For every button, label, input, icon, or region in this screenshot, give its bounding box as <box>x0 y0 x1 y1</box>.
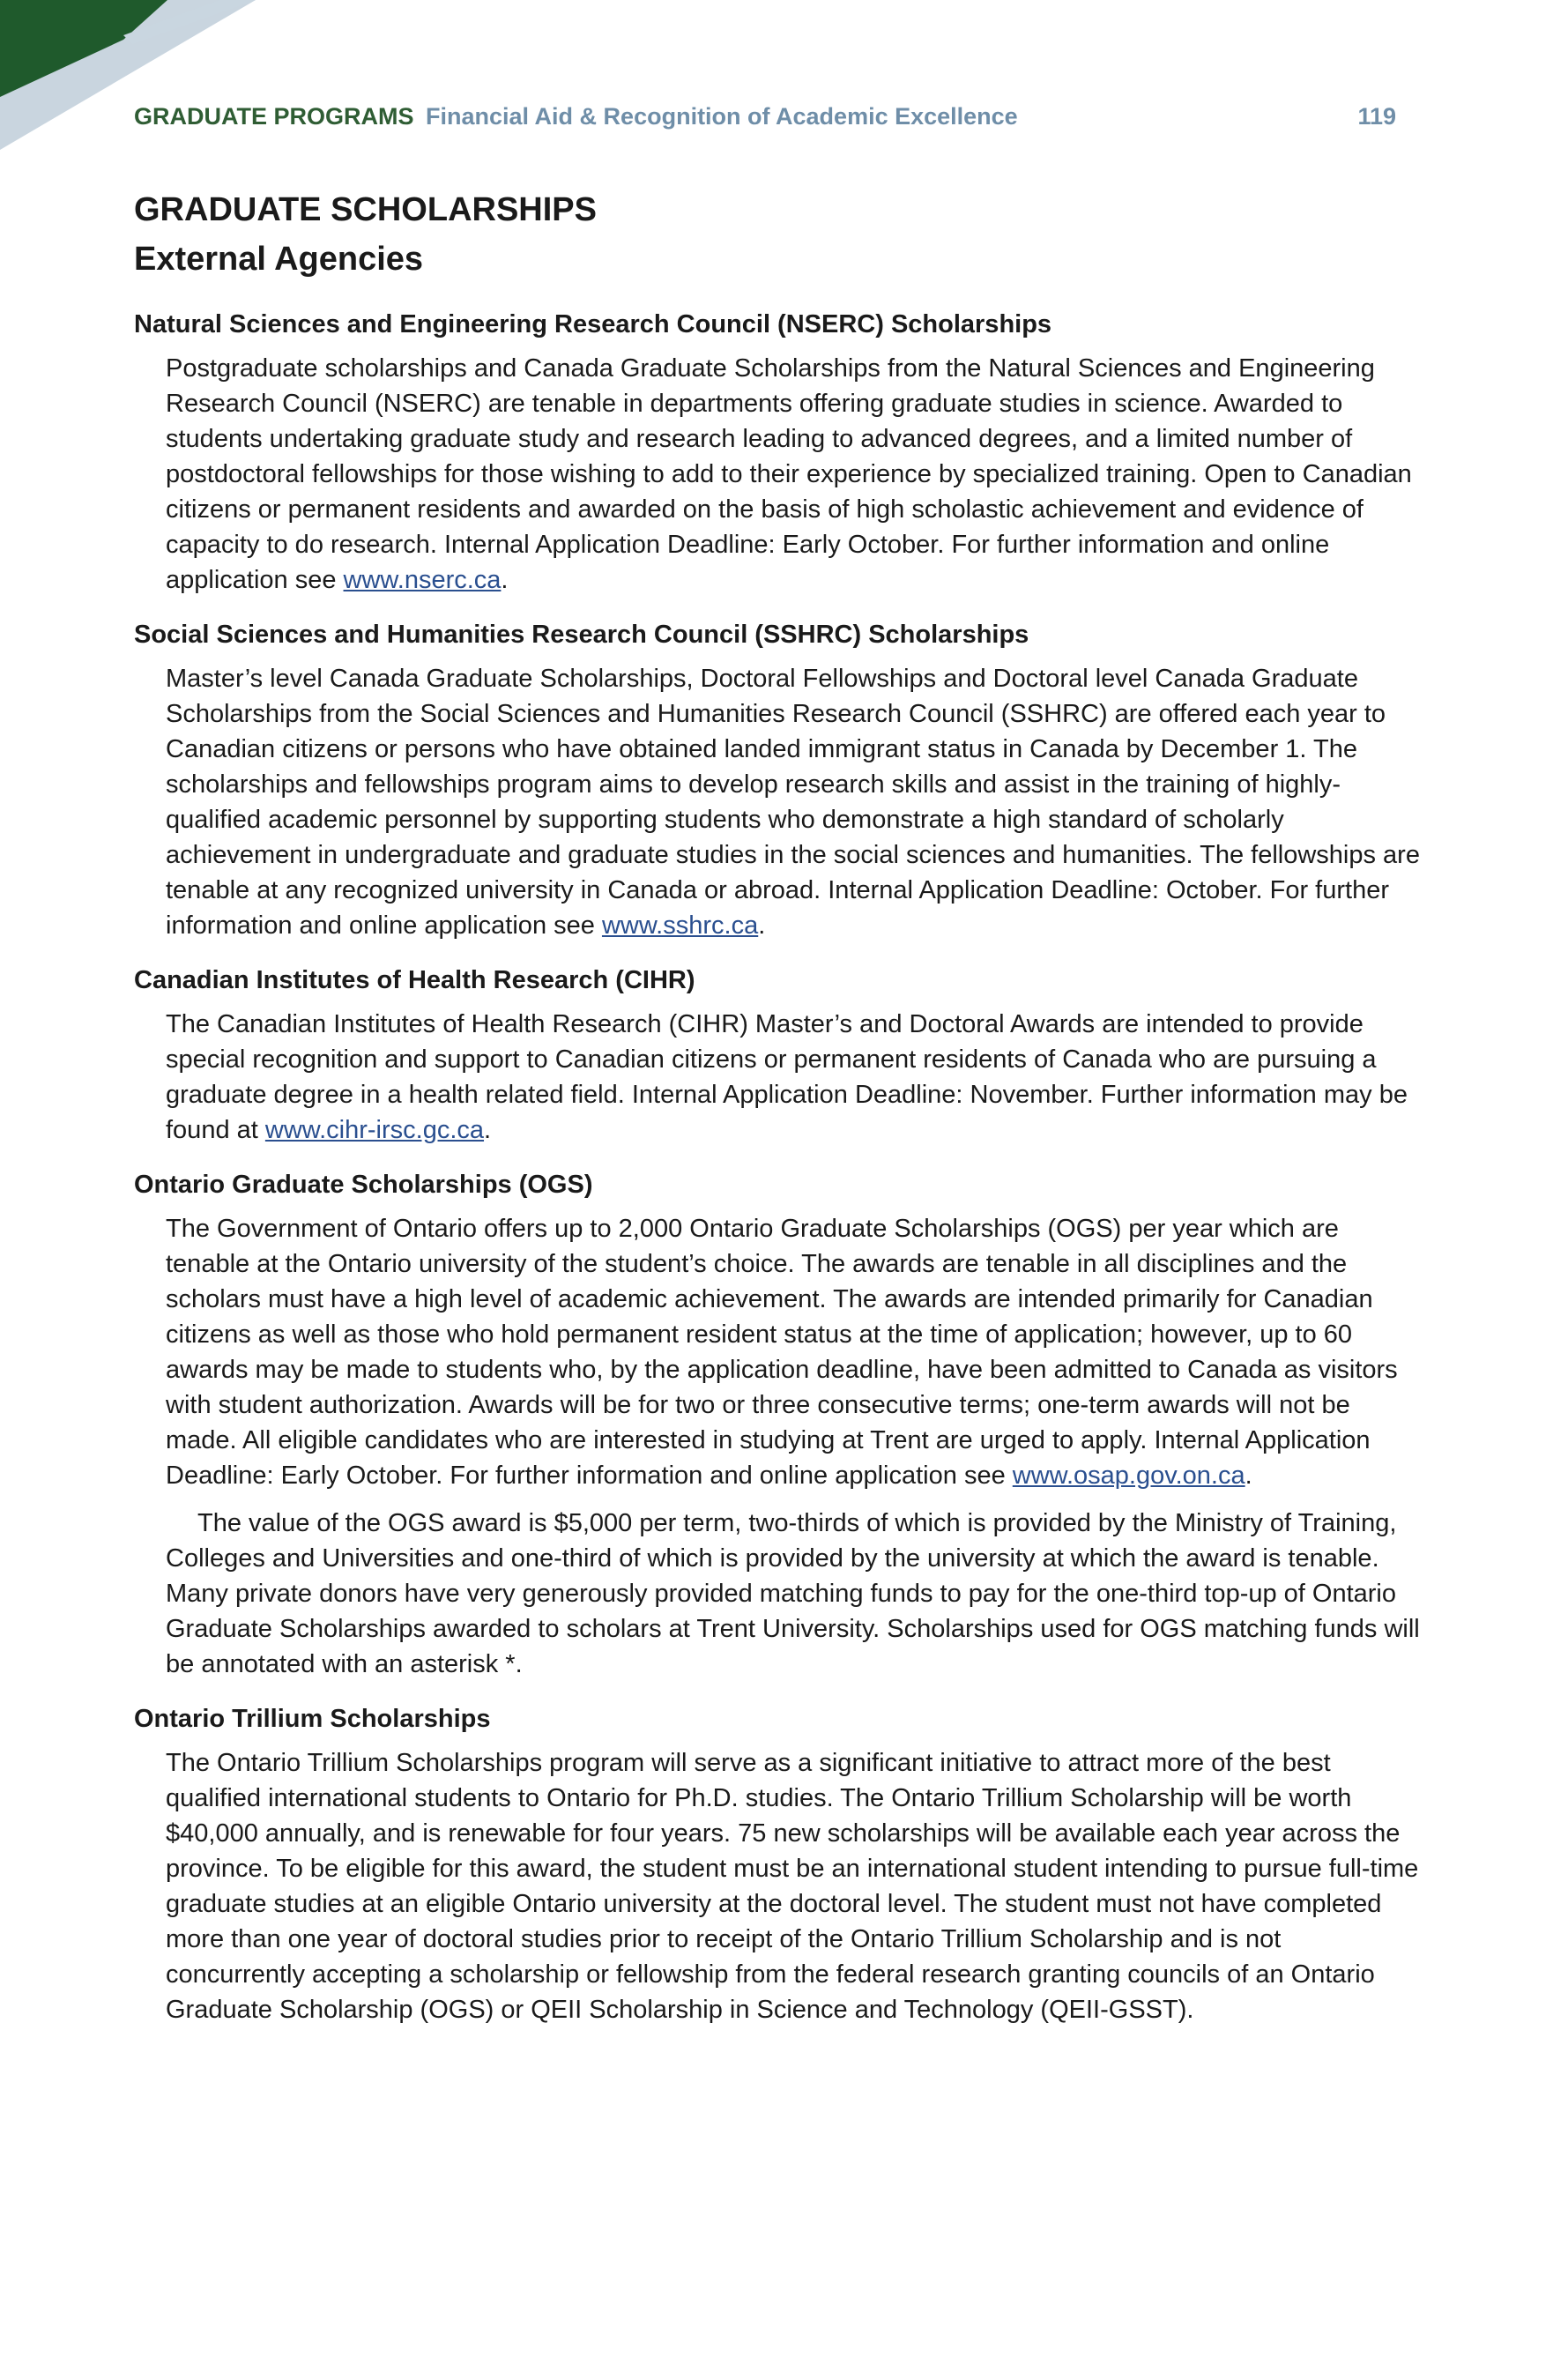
running-header <box>134 99 1396 134</box>
paragraph-cihr <box>166 1007 1421 1148</box>
section-heading-ogs: Ontario Graduate Scholarships (OGS) <box>134 1171 593 1199</box>
paragraph-ogs-2: The value of the OGS award is $5,000 per term, two-thirds of which is provided by the Ministry of Training, Colleges and Universities and one-third of which is provided by the university at which the award is tenable. Many private donors have very generously provided matching funds to pay for the one-third top-up of Ontario Graduate Scholarships awarded to scholars at Trent University. Scholarships used for OGS matching funds will be annotated with an asterisk *. <box>166 1509 1420 1678</box>
paragraph-end: . <box>1245 1461 1252 1490</box>
page-number: 119 <box>1357 103 1396 130</box>
paragraph-text: The Government of Ontario offers up to 2,000 Ontario Graduate Scholarships (OGS) per year which are tenable at the Ontario university of the student’s choice. The awards are tenable in all disciplines and the scholars must have a high level of academic achievement. The awards are intended primarily for Canadian citizens as well as those who hold permanent resident status at the time of application; however, up to 60 awards may be made to students who, by the application deadline, have been admitted to Canada as visitors with student authorization. Awards will be for two or three consecutive terms; one-term awards will not be made. All eligible candidates who are interested in studying at Trent are urged to apply. Internal Application Deadline: Early October. For further information and online application see <box>166 1215 1398 1490</box>
paragraph-text: Master’s level Canada Graduate Scholarships, Doctoral Fellowships and Doctoral level Canada Graduate Scholarships from the Social Sciences and Humanities Research Council (SSHRC) are offered each year to Canadian citizens or persons who have obtained landed immigrant status in Canada by December 1. The scholarships and fellowships program aims to develop research skills and assist in the training of highly-qualified academic personnel by supporting students who demonstrate a high standard of scholarly achievement in undergraduate and graduate studies in the social sciences and humanities. The fellowships are tenable at any recognized university in Canada or abroad. Internal Application Deadline: October. For further information and online application see <box>166 665 1420 940</box>
corner-decoration-graphic <box>0 0 256 176</box>
sshrc-website-link[interactable]: www.sshrc.ca <box>601 911 759 940</box>
page-title: GRADUATE SCHOLARSHIPS <box>134 191 597 228</box>
section-heading-cihr: Canadian Institutes of Health Research (CIHR) <box>134 966 695 994</box>
section-nserc <box>134 307 1421 598</box>
paragraph-nserc <box>166 351 1421 598</box>
page-content <box>134 187 1421 2047</box>
osap-website-link[interactable]: www.osap.gov.on.ca <box>1012 1461 1245 1490</box>
section-cihr <box>134 963 1421 1148</box>
section-heading-sshrc: Social Sciences and Humanities Research Council (SSHRC) Scholarships <box>134 621 1029 649</box>
paragraph-sshrc <box>166 661 1421 943</box>
section-ogs <box>134 1167 1421 1682</box>
header-chapter-title: Financial Aid & Recognition of Academic Excellence <box>426 103 1018 130</box>
header-section-label: GRADUATE PROGRAMS <box>134 103 414 130</box>
section-sshrc <box>134 617 1421 943</box>
cihr-website-link[interactable]: www.cihr-irsc.gc.ca <box>264 1116 485 1144</box>
nserc-website-link[interactable]: www.nserc.ca <box>343 566 502 594</box>
paragraph-end: . <box>501 566 509 594</box>
paragraph-trillium: The Ontario Trillium Scholarships program will serve as a significant initiative to attract more of the best qualified international students to Ontario for Ph.D. studies. The Ontario Trillium Scholarship will be worth $40,000 annually, and is renewable for four years. 75 new scholarships will be available each year across the province. To be eligible for this award, the student must be an international student intending to pursue full-time graduate studies at an eligible Ontario university at the doctoral level. The student must not have completed more than one year of doctoral studies prior to receipt of the Ontario Trillium Scholarship and is not concurrently accepting a scholarship or fellowship from the federal research granting councils of an Ontario Graduate Scholarship (OGS) or QEII Scholarship in Science and Technology (QEII-GSST). <box>166 1749 1419 2024</box>
paragraph-end: . <box>758 911 766 940</box>
paragraph-text: The Canadian Institutes of Health Research (CIHR) Master’s and Doctoral Awards are intended to provide special recognition and support to Canadian citizens or permanent residents of Canada who are pursuing a graduate degree in a health related field. Internal Application Deadline: November. Further information may be found at <box>166 1010 1408 1144</box>
section-heading-nserc: Natural Sciences and Engineering Research Council (NSERC) Scholarships <box>134 310 1052 338</box>
paragraph-ogs-1 <box>166 1211 1421 1493</box>
section-trillium <box>134 1701 1421 2027</box>
section-heading-trillium: Ontario Trillium Scholarships <box>134 1705 491 1733</box>
page-subtitle: External Agencies <box>134 241 424 278</box>
paragraph-text: Postgraduate scholarships and Canada Graduate Scholarships from the Natural Sciences and Engineering Research Council (NSERC) are tenable in departments offering graduate studies in science. Awarded to students undertaking graduate study and research leading to advanced degrees, and a limited number of postdoctoral fellowships for those wishing to add to their experience by specialized training. Open to Canadian citizens or permanent residents and awarded on the basis of high scholastic achievement and evidence of capacity to do research. Internal Application Deadline: Early October. For further information and online application see <box>166 354 1412 594</box>
paragraph-end: . <box>484 1116 492 1144</box>
